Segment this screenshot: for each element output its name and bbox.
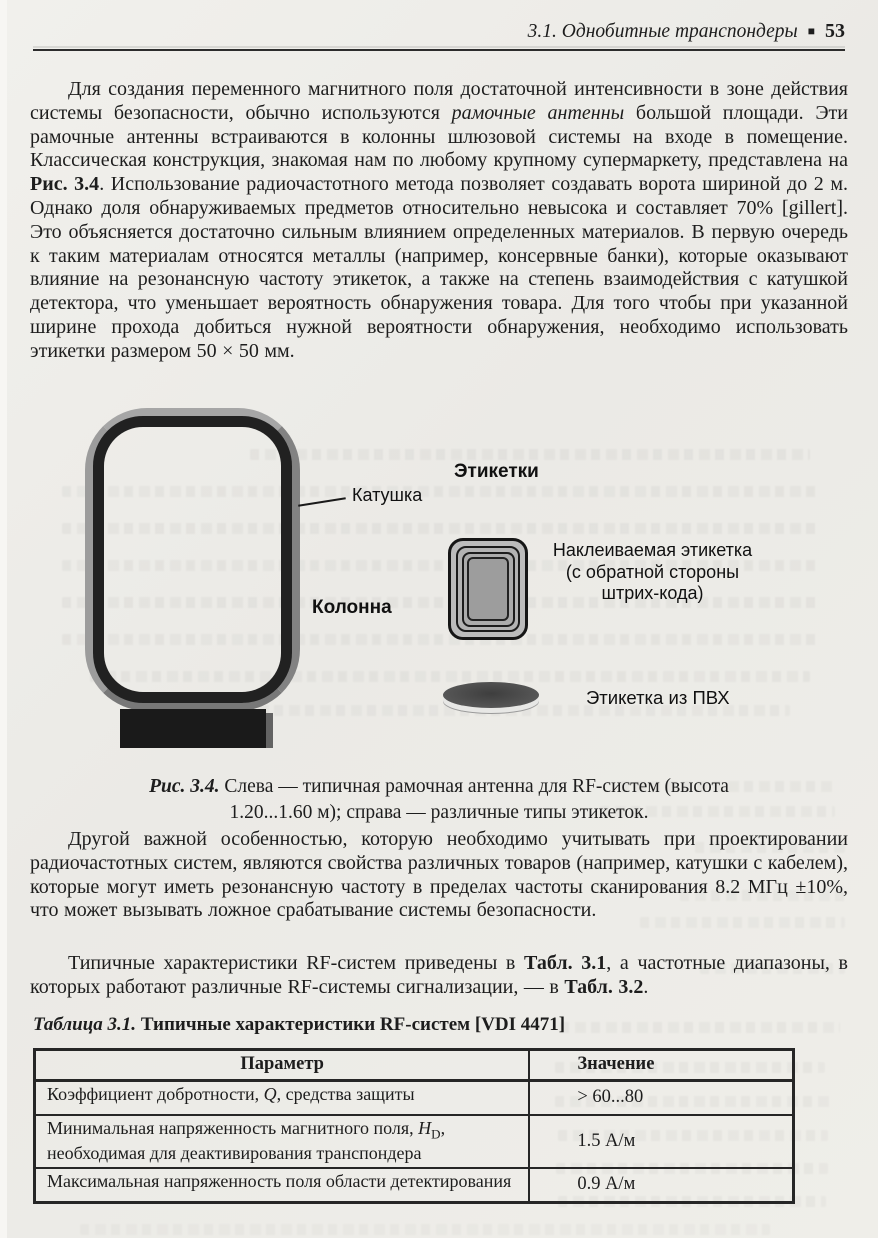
- text-segment: Коэффициент добротности,: [47, 1083, 264, 1104]
- text-segment: Слева — типичная рамочная антенна для RF-систем (высота: [219, 776, 729, 797]
- text-segment: большой площади. Эти рамочные антенны встраиваются в колонны шлюзовой системы на входе в помещение. Классическая конструкция, знакомая нам по любому крупному супермаркету, представлена на: [30, 101, 849, 172]
- table-header-row: [35, 1050, 794, 1081]
- adhesive-tag-label-line: (с обратной стороны: [565, 561, 740, 582]
- page-number: 53: [825, 20, 845, 42]
- col-header-value: Значение: [529, 1050, 793, 1081]
- text-segment: , средства защиты: [276, 1083, 415, 1104]
- table-row: [35, 1080, 794, 1115]
- parameter-cell: [35, 1115, 530, 1169]
- table-row: [35, 1115, 794, 1169]
- section-marker-square: ■: [807, 24, 815, 38]
- tags-heading: Этикетки: [454, 461, 539, 482]
- adhesive-tag-label-line: Наклеиваемая этикетка: [552, 540, 753, 560]
- value-cell: > 60...80: [529, 1080, 793, 1115]
- text-segment: . Использование радиочастотного метода позволяет создавать ворота шириной до 2 м. Однако доля обнаруживаемых предметов относительно невысока и составляет 70% [gillert]. Это объясняется достаточно сильным влиянием определенных материалов. В первую очередь к таким материалам относятся металлы (например, консервные банки), которые оказывают влияние на резонансную частоту этикеток, а также на степень взаимодействия с катушкой детектора, что уменьшает вероятность обнаружения товара. Для того чтобы при указанной ширине прохода добиться нужной вероятности обнаружения, необходимо использовать этикетки размером 50 × 50 мм.: [30, 173, 848, 362]
- header-rule: [33, 49, 845, 51]
- figure-caption: [0, 774, 878, 826]
- paragraph-goods-properties: Другой важной особенностью, которую необходимо учитывать при проектировании радиочастотных систем, являются свойства различных товаров (например, катушки с кабелем), которые могут иметь резонансную частоту в пределах частоты сканирования 8.2 МГц ±10%, что может вызывать ложное срабатывание системы безопасности.: [30, 828, 848, 922]
- text-segment: .: [643, 975, 649, 998]
- running-title: 3.1. Однобитные транспондеры: [527, 21, 798, 42]
- pvc-tag-top: [443, 682, 539, 708]
- adhesive-tag-label-line: штрих-кода): [601, 583, 704, 603]
- parameter-cell: [35, 1168, 530, 1203]
- table-caption-label: Таблица 3.1.: [33, 1014, 137, 1035]
- figure-caption-line: 1.20...1.60 м); справа — различные типы этикеток.: [229, 802, 649, 823]
- variable-symbol: H: [418, 1117, 432, 1138]
- emphasis-frame-antennas: рамочные антенны: [451, 101, 625, 124]
- coil-leader-line: [298, 497, 346, 507]
- parameter-cell: [35, 1080, 530, 1115]
- adhesive-tag-coil-ring: [462, 552, 515, 627]
- variable-symbol: Q: [263, 1083, 277, 1104]
- text-segment: Для создания переменного магнитного поля достаточной интенсивности в зоне действия системы безопасности, обычно используются: [30, 78, 848, 124]
- paragraph-intro: [30, 78, 848, 364]
- text-segment: Минимальная напряженность магнитного поля,: [47, 1117, 419, 1138]
- text-segment: Максимальная напряженность поля области детектирования: [47, 1171, 512, 1192]
- antenna-base: [120, 709, 266, 748]
- table-3-1: [33, 1048, 795, 1204]
- value-cell: 1.5 А/м: [529, 1115, 793, 1169]
- pvc-tag-label: Этикетка из ПВХ: [586, 687, 730, 708]
- table-reference: Табл. 3.1: [524, 952, 607, 974]
- coil-label: Катушка: [352, 485, 423, 505]
- value-cell: 0.9 А/м: [529, 1168, 793, 1203]
- adhesive-tag-coil-ring: [456, 546, 520, 632]
- table-3-1-caption: [33, 1014, 565, 1036]
- table-row: [35, 1168, 794, 1203]
- figure-reference: Рис. 3.4: [30, 173, 100, 196]
- paragraph-table-references: [30, 952, 848, 1000]
- text-segment: , а частотные диапазоны, в которых работают различные RF-системы сигнализации, — в: [30, 952, 848, 998]
- text-segment: , необходимая для деактивирования транспондера: [47, 1117, 446, 1163]
- figure-caption-line: [0, 774, 878, 800]
- antenna-frame: [85, 408, 300, 711]
- bleedthrough-artifact: [80, 1224, 770, 1235]
- column-label: Колонна: [312, 597, 392, 618]
- bleedthrough-artifact: [560, 1022, 840, 1033]
- table-caption-text: Типичные характеристики RF-систем [VDI 4471]: [136, 1014, 566, 1035]
- adhesive-tag-center: [467, 557, 509, 621]
- text-segment: Типичные характеристики RF-систем приведены в: [68, 952, 525, 974]
- adhesive-tag-label: [535, 540, 770, 605]
- figure-caption-label: Рис. 3.4.: [149, 776, 220, 797]
- table-reference: Табл. 3.2: [564, 975, 644, 998]
- adhesive-tag-graphic: [448, 538, 528, 640]
- running-header: [528, 20, 845, 43]
- antenna-coil-frame: [93, 416, 292, 703]
- variable-subscript: D: [431, 1126, 441, 1142]
- figure-3-4: [30, 400, 848, 762]
- col-header-parameter: Параметр: [35, 1050, 530, 1081]
- pvc-tag-graphic: [443, 682, 539, 714]
